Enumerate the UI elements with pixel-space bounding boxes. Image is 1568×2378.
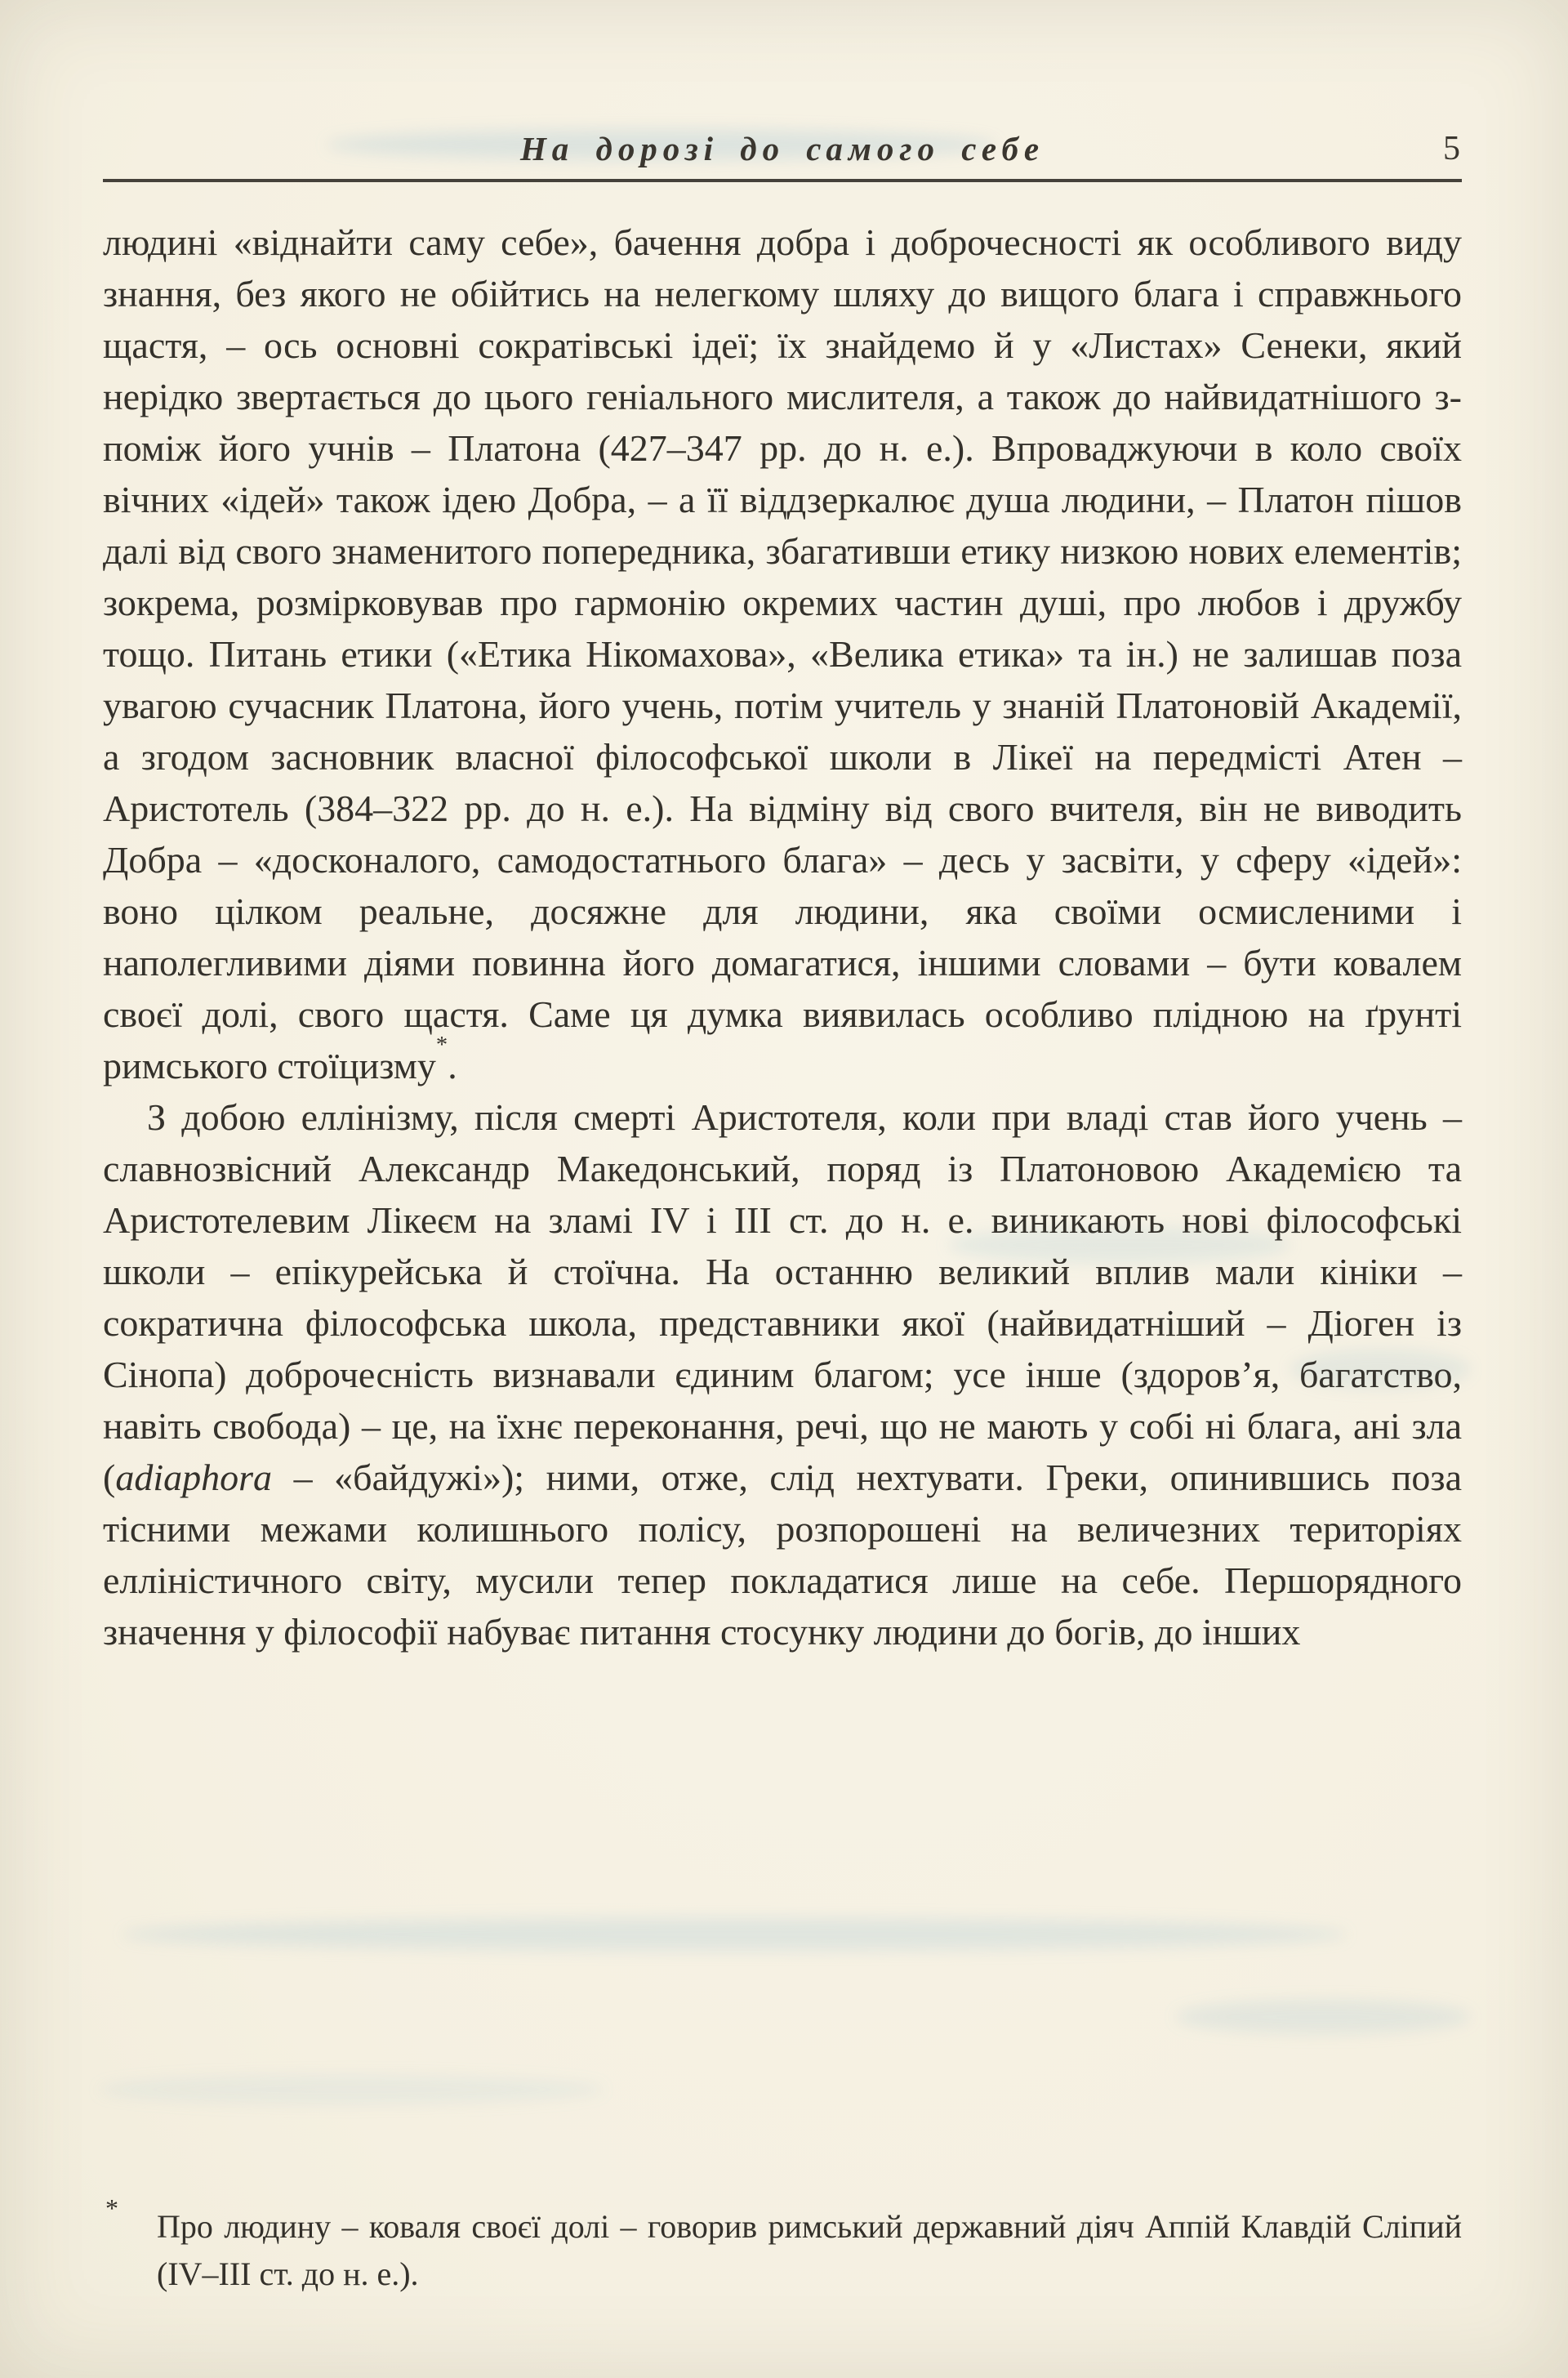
header-rule <box>103 179 1462 182</box>
footnote-reference: * <box>435 1033 448 1058</box>
paragraph-1-period: . <box>448 1045 457 1086</box>
page-number: 5 <box>1443 130 1460 167</box>
paragraph-1-text: людині «віднайти саму себе», бачення добра і доброчесності як особливого виду знання, без якого не обійтись на нелегкому шляху до вищого блага і справжнього щастя, – ось основні сократівські ідеї; їх знайдемо й у «Листах» Сенеки, який нерідко звертається до цього геніального мислителя, а також до найвидатнішого з-поміж його учнів – Платона (427–347 рр. до н. е.). Впроваджуючи в коло своїх вічних «ідей» також ідею Добра, – а її віддзеркалює душа людини, – Платон пішов далі від свого знаменитого попередника, збагативши етику низкою нових елементів; зокрема, розмірковував про гармонію окремих частин душі, про любов і дружбу тощо. Питань етики («Етика Нікомахова», «Велика етика» та ін.) не залишав поза увагою сучасник Платона, його учень, потім учитель у знаній Платоновій Академії, а згодом засновник власної філософської школи в Лікеї на передмісті Атен – Аристотель (384–322 рр. до н. е.). На відміну від свого вчителя, він не виводить Добра – «досконалого, самодостатнього блага» – десь у засвіти, у сферу «ідей»: воно цілком реальне, досяжне для людини, яка своїми осмисленими і наполегливими діями повинна його домагатися, іншими словами – бути ковалем своєї долі, свого щастя. Саме ця думка виявилась особливо плідною на ґрунті римського стоїцизму <box>103 221 1462 1086</box>
scan-smudge <box>1176 2000 1470 2034</box>
footnote-marker: * <box>105 2193 118 2223</box>
page-content <box>103 0 1462 1657</box>
paragraph-2-text-b: – «байдужі»); ними, отже, слід нехтувати. Греки, опинившись поза тісними межами колишнього полісу, розпорошені на величезних територіях елліністичного світу, мусили тепер покладатися лише на себе. Першорядного значення у філософії набуває питання стосунку людини до богів, до інших <box>103 1457 1462 1653</box>
running-title: На дорозі до самого себе <box>519 130 1045 167</box>
text-block <box>103 216 1462 1657</box>
scan-smudge <box>122 1918 1348 1951</box>
scan-smudge <box>98 2075 604 2104</box>
footnote <box>103 2193 1462 2298</box>
running-head <box>103 0 1462 168</box>
paragraph-2 <box>103 1091 1462 1657</box>
footnote-text: Про людину – коваля своєї долі – говорив римський державний діяч Аппій Клавдій Сліпий (IV–III ст. до н. е.). <box>157 2208 1462 2292</box>
latin-term-adiaphora: adiaphora <box>115 1457 273 1498</box>
paragraph-2-text-a: З добою еллінізму, після смерті Аристотеля, коли при владі став його учень – славнозвісний Александр Македонський, поряд із Платоновою Академією та Аристотелевим Лікеєм на зламі IV і III ст. до н. е. виникають нові філософські школи – епікурейська й стоїчна. На останню великий вплив мали кініки – сократична філософська школа, представники якої (найвидатніший – Діоген із Сінопа) доброчесність визнавали єдиним благом; усе інше (здоров’я, багатство, навіть свобода) – це, на їхнє переконання, речі, що не мають у собі ні блага, ані зла ( <box>103 1096 1462 1498</box>
paragraph-1 <box>103 216 1462 1091</box>
